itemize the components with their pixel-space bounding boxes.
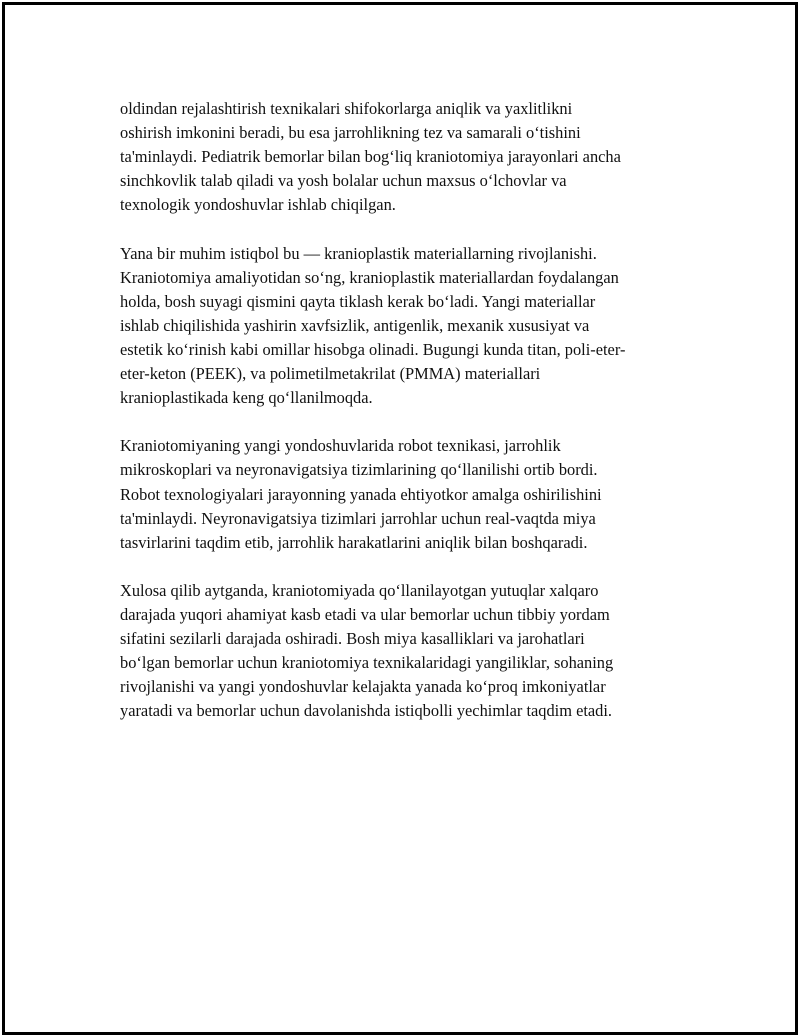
text-line: rivojlanishi va yangi yondoshuvlar kelajakta yanada ko‘proq imkoniyatlar [120, 677, 606, 697]
text-line: Robot texnologiyalari jarayonning yanada ehtiyotkor amalga oshirilishini [120, 484, 602, 504]
text-line: Kraniotomiyaning yangi yondoshuvlarida robot texnikasi, jarrohlik [120, 436, 561, 456]
text-line: Kraniotomiya amaliyotidan so‘ng, kranioplastik materiallardan foydalangan [120, 267, 619, 287]
paragraph-3 [120, 434, 695, 554]
document-body [120, 97, 695, 748]
text-line: ishlab chiqilishida yashirin xavfsizlik, antigenlik, mexanik xususiyat va [120, 315, 590, 335]
text-line: sinchkovlik talab qiladi va yosh bolalar uchun maxsus o‘lchovlar va [120, 171, 567, 191]
paragraph-1 [120, 97, 695, 217]
paragraph-2 [120, 242, 695, 411]
text-line: ta'minlaydi. Pediatrik bemorlar bilan bog‘liq kraniotomiya jarayonlari ancha [120, 147, 621, 167]
paragraph-4 [120, 579, 695, 724]
text-line: mikroskoplari va neyronavigatsiya tizimlarining qo‘llanilishi ortib bordi. [120, 460, 598, 480]
text-line: kranioplastikada keng qo‘llanilmoqda. [120, 388, 373, 408]
text-line: sifatini sezilarli darajada oshiradi. Bosh miya kasalliklari va jarohatlari [120, 629, 585, 649]
text-line: yaratadi va bemorlar uchun davolanishda istiqbolli yechimlar taqdim etadi. [120, 701, 613, 721]
text-line: texnologik yondoshuvlar ishlab chiqilgan. [120, 195, 396, 215]
text-line: estetik ko‘rinish kabi omillar hisobga olinadi. Bugungi kunda titan, poli-eter- [120, 339, 626, 359]
document-page [2, 2, 798, 1035]
text-line: oldindan rejalashtirish texnikalari shifokorlarga aniqlik va yaxlitlikni [120, 99, 573, 118]
text-line: eter-keton (PEEK), va polimetilmetakrilat (PMMA) materiallari [120, 364, 541, 384]
text-line: holda, bosh suyagi qismini qayta tiklash kerak bo‘ladi. Yangi materiallar [120, 291, 596, 311]
text-line: bo‘lgan bemorlar uchun kraniotomiya texnikalaridagi yangiliklar, sohaning [120, 653, 614, 673]
text-line: oshirish imkonini beradi, bu esa jarrohlikning tez va samarali o‘tishini [120, 123, 581, 143]
text-line: ta'minlaydi. Neyronavigatsiya tizimlari jarrohlar uchun real-vaqtda miya [120, 508, 596, 528]
text-line: Xulosa qilib aytganda, kraniotomiyada qo‘llanilayotgan yutuqlar xalqaro [120, 580, 599, 600]
text-line: tasvirlarini taqdim etib, jarrohlik harakatlarini aniqlik bilan boshqaradi. [120, 532, 588, 552]
text-line: Yana bir muhim istiqbol bu — kranioplastik materiallarning rivojlanishi. [120, 243, 597, 263]
text-line: darajada yuqori ahamiyat kasb etadi va ular bemorlar uchun tibbiy yordam [120, 604, 610, 624]
